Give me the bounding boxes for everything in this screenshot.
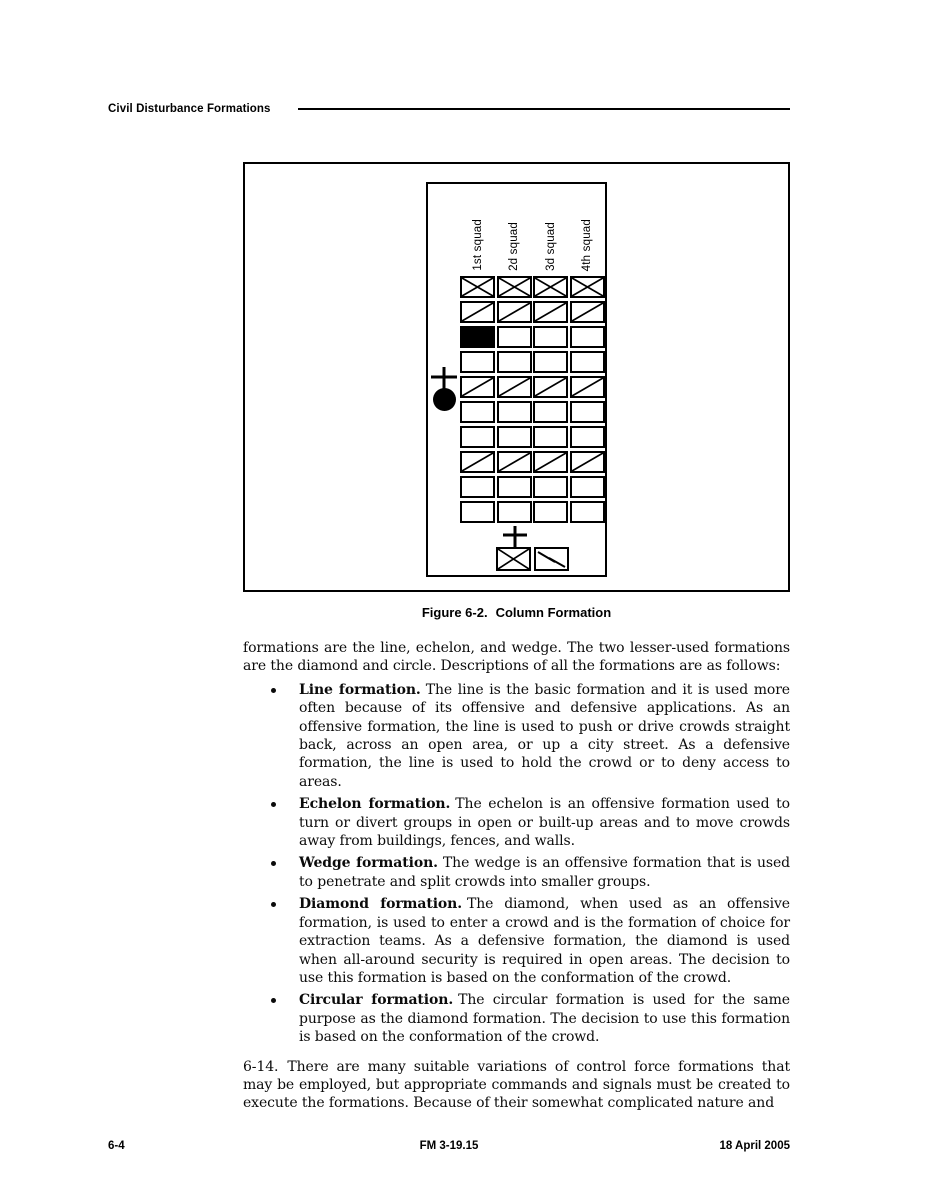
cell-diagonal-box: [460, 451, 495, 473]
bullet-term: Line formation.: [299, 681, 421, 698]
cell-plain-box: [533, 426, 568, 448]
cell-plain-box: [460, 476, 495, 498]
cell-diagonal-box: [497, 451, 532, 473]
bullet-term: Circular formation.: [299, 992, 454, 1009]
cell-plain-box: [497, 326, 532, 348]
cell-plain-box: [570, 401, 605, 423]
squad-label-1: 1st squad: [472, 219, 485, 271]
bullet-list: [243, 681, 790, 1047]
cell-diagonal-box: [460, 376, 495, 398]
figure-frame: [243, 162, 790, 592]
cell-solid-black-box: [460, 326, 495, 348]
platoon-leader-symbol: [429, 366, 459, 411]
cell-plain-box: [533, 476, 568, 498]
cell-crossed-box: [497, 276, 532, 298]
squad-label-2: 2d squad: [508, 222, 521, 271]
cell-diagonal-box: [533, 301, 568, 323]
lightning-box-icon: [534, 547, 569, 571]
cell-diagonal-box: [497, 301, 532, 323]
cross-icon: [429, 366, 459, 390]
bullet-item: [243, 991, 790, 1046]
command-symbols: [496, 525, 572, 575]
header-rule: [298, 108, 790, 110]
bullet-icon: [271, 861, 276, 866]
cell-plain-box: [533, 501, 568, 523]
bullet-icon: [271, 998, 276, 1003]
bullet-icon: [271, 688, 276, 693]
cross-icon: [500, 525, 530, 547]
figure-caption: [243, 605, 790, 620]
bullet-item: [243, 854, 790, 891]
cell-plain-box: [497, 476, 532, 498]
cell-diagonal-box: [533, 451, 568, 473]
intro-paragraph: formations are the line, echelon, and wedge. The two lesser-used formations are the diamond and circle. Descriptions of all the formations are as follows:: [243, 640, 790, 675]
page-header: [108, 103, 790, 115]
cell-crossed-box: [533, 276, 568, 298]
squad-label-3: 3d squad: [544, 222, 557, 271]
page-footer: [108, 1140, 790, 1152]
cell-diagonal-box: [497, 376, 532, 398]
bullet-term: Echelon formation.: [299, 796, 451, 813]
crossed-box-icon: [496, 547, 531, 571]
formation-grid: [460, 276, 605, 523]
caption-label: Figure 6-2.: [421, 605, 488, 620]
cell-plain-box: [497, 501, 532, 523]
cell-plain-box: [570, 426, 605, 448]
paragraph-text: There are many suitable variations of control force formations that may be employed, but appropriate commands and signals must be created to execute the formations. Because of their somewhat complicated nature and: [243, 1058, 790, 1112]
body-text: [243, 639, 790, 1113]
cell-diagonal-box: [570, 451, 605, 473]
cell-diagonal-box: [460, 301, 495, 323]
cell-plain-box: [570, 351, 605, 373]
footer-page-number: 6-4: [108, 1140, 125, 1152]
bullet-text: The line is the basic formation and it is used more often because of its offensive and defensive applications. As an offensive formation, the line is used to push or drive crowds straight back, across an open area, or up a city street. As a defensive formation, the line is used to hold the crowd or to deny access to areas.: [299, 681, 790, 790]
cell-plain-box: [570, 326, 605, 348]
cell-diagonal-box: [570, 301, 605, 323]
cell-plain-box: [460, 351, 495, 373]
bullet-term: Diamond formation.: [299, 896, 463, 913]
bullet-text: The diamond, when used as an offensive formation, is used to enter a crowd and is the formation of choice for extraction teams. As a defensive formation, the diamond is used when all-around security is required in open areas. The decision to use this formation is based on the conformation of the crowd.: [299, 896, 790, 986]
cell-plain-box: [533, 401, 568, 423]
cell-crossed-box: [460, 276, 495, 298]
squad-labels: [460, 200, 605, 271]
cell-plain-box: [497, 401, 532, 423]
cell-plain-box: [497, 351, 532, 373]
cell-crossed-box: [570, 276, 605, 298]
squad-label-4: 4th squad: [580, 218, 593, 271]
bullet-term: Wedge formation.: [299, 855, 438, 872]
footer-date: 18 April 2005: [719, 1140, 790, 1152]
cell-plain-box: [497, 426, 532, 448]
bullet-item: [243, 895, 790, 987]
cell-diagonal-box: [533, 376, 568, 398]
cell-plain-box: [460, 401, 495, 423]
paragraph-6-14: [243, 1058, 790, 1113]
cell-plain-box: [570, 501, 605, 523]
cell-plain-box: [533, 326, 568, 348]
bullet-icon: [271, 902, 276, 907]
caption-title: Column Formation: [495, 605, 612, 620]
bullet-item: [243, 795, 790, 850]
cell-diagonal-box: [570, 376, 605, 398]
footer-doc-number: FM 3-19.15: [419, 1140, 479, 1152]
cell-plain-box: [460, 501, 495, 523]
bullet-text: The circular formation is used for the same purpose as the diamond formation. The decision to use this formation is based on the conformation of the crowd.: [299, 992, 790, 1046]
cell-plain-box: [460, 426, 495, 448]
diagram-box: [426, 182, 607, 577]
bullet-icon: [271, 802, 276, 807]
filled-circle-icon: [433, 388, 456, 411]
header-title: Civil Disturbance Formations: [108, 103, 271, 115]
paragraph-number: 6-14.: [243, 1058, 279, 1075]
cell-plain-box: [533, 351, 568, 373]
bullet-text: The wedge is an offensive formation that is used to penetrate and split crowds into smaller groups.: [299, 855, 790, 890]
bullet-item: [243, 681, 790, 791]
cell-plain-box: [570, 476, 605, 498]
bullet-text: The echelon is an offensive formation used to turn or divert groups in open or built-up areas and to move crowds away from buildings, fences, and walls.: [299, 796, 790, 850]
